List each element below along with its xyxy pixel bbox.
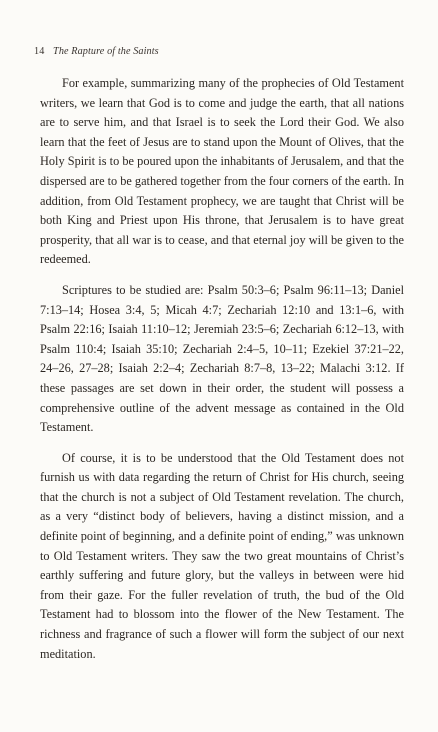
paragraph-scriptures-to-study: Scriptures to be studied are: Psalm 50:3–6; Psalm 96:11–13; Daniel 7:13–14; Hosea 3:4, 5; Micah 4:7; Zechariah 12:10 and 13:1–6, with Psalm 22:16; Isaiah 11:10–12; Jeremiah 23:5–6; Zechariah 6:12–13, with Psalm 110:4; Isaiah 35:10; Zechariah 2:4–5, 10–11; Ezekiel 37:21–22, 24–26, 27–28; Isaiah 2:2–4; Zechariah 8:7–8, 13–22; Malachi 3:12. If these passages are set down in their order, the student will possess a comprehensive outline of the advent message as contained in the Old Testament. bbox=[40, 282, 404, 435]
running-head-title: The Rapture of the Saints bbox=[53, 46, 159, 57]
paragraph-church-not-in-old-testament: Of course, it is to be understood that the Old Testament does not furnish us with data regarding the return of Christ for His church, seeing that the church is not a subject of Old Testament revelation. The church, as a very “distinct body of believers, having a distinct mission, and a definite point of beginning, and a definite point of ending,” was unknown to Old Testament writers. They saw the two great mountains of Christ’s earthly suffering and future glory, but the valleys in between were hid from their gaze. For the fuller revelation of truth, the bud of the Old Testament had to blossom into the flower of the New Testament. The richness and fragrance of such a flower will form the subject of our next meditation. bbox=[40, 450, 404, 661]
running-head bbox=[34, 46, 159, 57]
paragraph-old-testament-prophecies: For example, summarizing many of the prophecies of Old Testament writers, we learn that God is to come and judge the earth, that all nations are to serve him, and that Israel is to seek the Lord their God. We also learn that the feet of Jesus are to stand upon the Mount of Olives, that the Holy Spirit is to be poured upon the inhabitants of Jerusalem, and that the dispersed are to be gathered together from the four corners of the earth. In addition, from Old Testament prophecy, we are taught that Christ will be both King and Priest upon His throne, that Jerusalem is to have great prosperity, that all war is to cease, and that eternal joy will be given to the redeemed. bbox=[40, 76, 404, 267]
page-number: 14 bbox=[34, 46, 45, 57]
body-text bbox=[40, 74, 404, 675]
